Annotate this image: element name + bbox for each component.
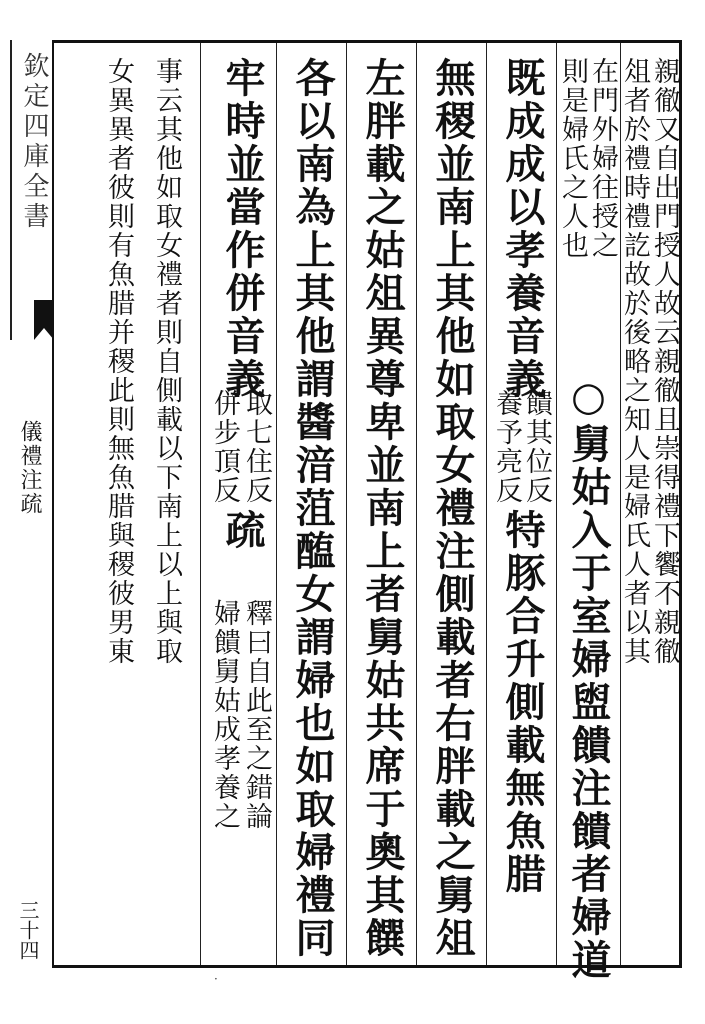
column-rule	[200, 43, 201, 965]
text-column-8	[54, 43, 200, 965]
annotation-line: 親徹又自出門授人故云親徹且崇得禮下饗不親徹	[649, 57, 680, 666]
annotation-line: 養予亮反	[491, 389, 522, 505]
main-text-line: 無稷並南上其他如取女禮注側載者右胖載之舅俎	[429, 57, 476, 960]
commentary-marker: 疏	[219, 509, 266, 552]
scan-speck: ·	[214, 972, 218, 986]
column-rule	[486, 43, 487, 965]
main-text-line: 各以南為上其他謂醬湆菹醢女謂婦也如取婦禮同	[289, 57, 336, 960]
text-column-6	[276, 43, 346, 965]
text-column-5	[346, 43, 416, 965]
edge-border	[10, 40, 12, 340]
margin-book-title: 儀禮注疏	[17, 420, 42, 516]
main-text-line: ○舅姑入于室婦盥饋注饋者婦道	[565, 373, 612, 982]
annotation-line: 事云其他如取女禮者則自側載以下南上以上與取	[151, 57, 182, 666]
text-column-7	[200, 43, 276, 965]
annotation-line: 則是婦氏之人也	[557, 57, 588, 260]
annotation-line: 饋其位反	[521, 389, 552, 505]
main-text-line: 牢時並當作併音義	[219, 57, 266, 401]
edge-fragment-text: 欽定四庫全書	[19, 52, 49, 232]
column-rule	[346, 43, 347, 965]
annotation-line: 釋曰自此至之錯論	[241, 599, 272, 831]
annotation-line: 在門外婦往授之	[587, 57, 618, 260]
annotation-line: 俎者於禮時禮訖故於後略之知人是婦氏人者以其	[619, 57, 650, 666]
column-rule	[276, 43, 277, 965]
column-rule	[416, 43, 417, 965]
annotation-line: 併步頂反	[209, 389, 240, 505]
main-text-line: 左胖載之姑俎異尊卑並南上者舅姑共席于奧其饌	[359, 57, 406, 960]
text-column-3	[486, 43, 556, 965]
main-text-line: 特豚合升側載無魚腊	[499, 509, 546, 896]
column-rule	[620, 43, 621, 965]
text-column-1	[620, 43, 682, 965]
text-frame	[52, 40, 682, 982]
main-text-line: 既成成以孝養音義	[499, 57, 546, 401]
annotation-line: 婦饋舅姑成孝養之	[209, 599, 240, 831]
text-column-4	[416, 43, 486, 965]
margin-page-number: 三十四	[16, 900, 40, 960]
annotation-line: 取七住反	[241, 389, 272, 505]
text-column-2b	[556, 43, 620, 982]
annotation-line: 女異異者彼則有魚腊并稷此則無魚腊與稷彼男東	[103, 57, 134, 666]
column-rule	[556, 43, 557, 965]
